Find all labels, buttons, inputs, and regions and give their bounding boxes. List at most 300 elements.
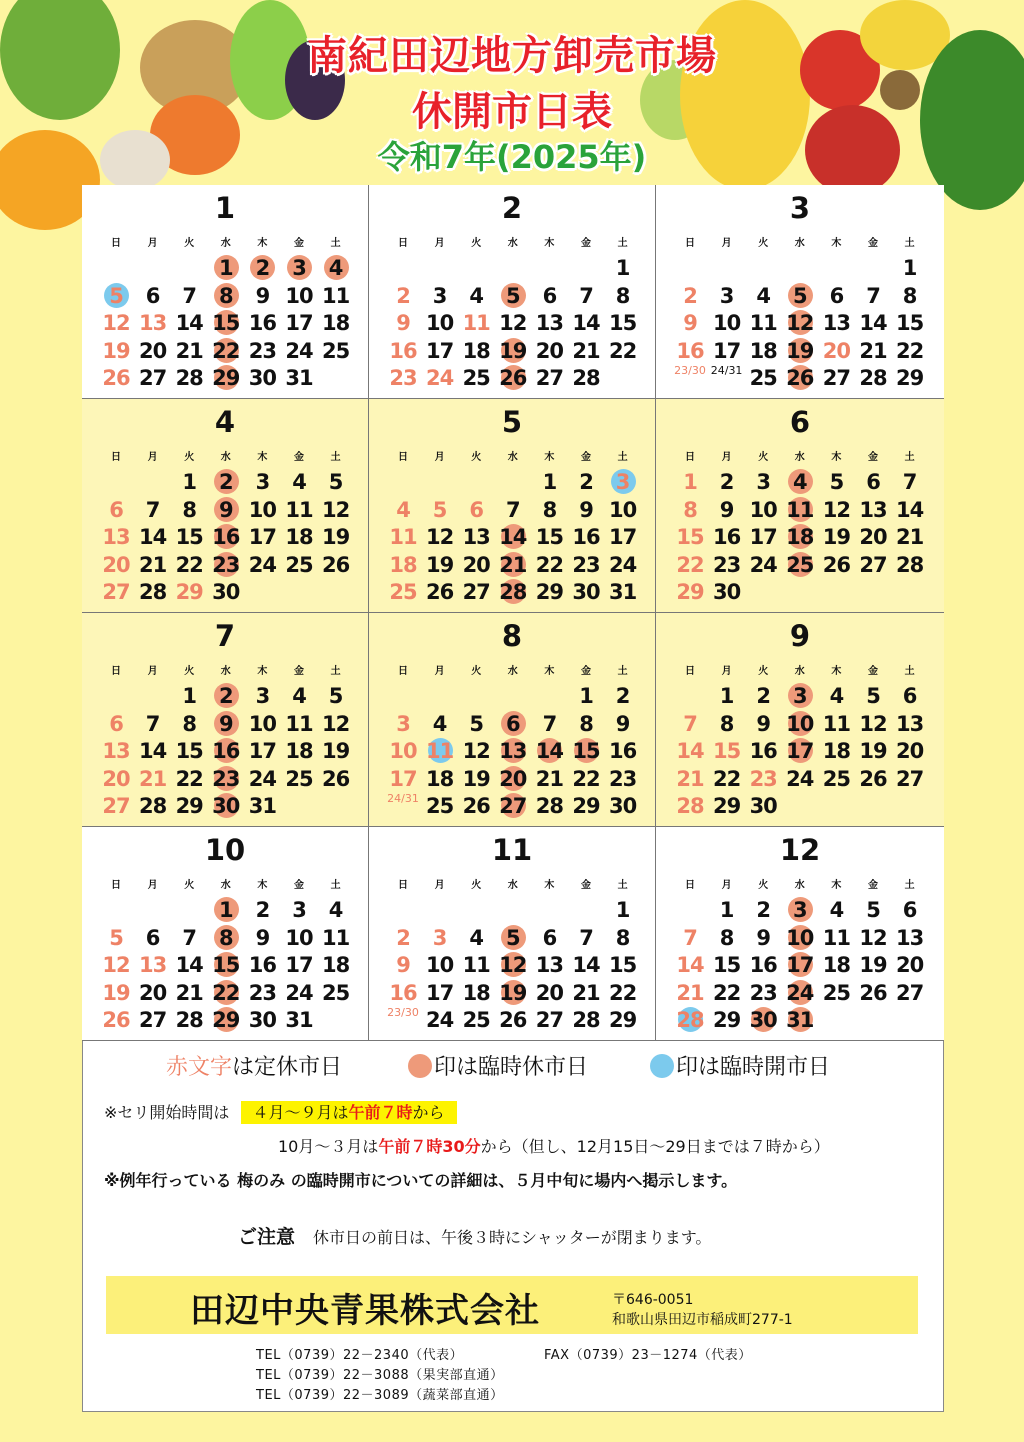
day-23 bbox=[208, 766, 244, 792]
day-number: 12 bbox=[499, 311, 527, 335]
day-number: 4 bbox=[292, 684, 306, 708]
day-number: 20 bbox=[895, 739, 924, 763]
day-25 bbox=[782, 552, 818, 578]
day-number: 17 bbox=[749, 525, 777, 549]
weekday-label: 月 bbox=[434, 666, 445, 677]
day-22 bbox=[568, 766, 604, 792]
legend-red bbox=[166, 1050, 342, 1081]
weekday-label: 金 bbox=[294, 880, 304, 891]
day-number: 13 bbox=[822, 311, 850, 335]
day-29 bbox=[531, 579, 567, 605]
day-number: 7 bbox=[542, 711, 557, 736]
day-23 bbox=[385, 365, 421, 391]
day-16 bbox=[709, 524, 745, 550]
day-27 bbox=[458, 579, 494, 605]
day-number: 16 bbox=[248, 953, 276, 977]
month-9 bbox=[656, 613, 944, 827]
day-17 bbox=[745, 524, 781, 550]
weekday-label: 水 bbox=[794, 666, 805, 677]
day-13 bbox=[531, 310, 567, 336]
day-number: 6 bbox=[145, 283, 160, 308]
day-5 bbox=[818, 469, 854, 495]
day-number: 2 bbox=[396, 925, 410, 950]
day-number: 2 bbox=[683, 283, 697, 308]
day-9 bbox=[745, 925, 781, 951]
day-24 bbox=[605, 552, 641, 578]
weekday-label: 土 bbox=[904, 880, 915, 891]
day-23 bbox=[745, 766, 781, 792]
day-number: 2 bbox=[218, 684, 233, 708]
day-21 bbox=[568, 980, 604, 1006]
day-5 bbox=[318, 683, 354, 709]
day-number: 25 bbox=[462, 1008, 490, 1032]
day-6 bbox=[98, 711, 134, 737]
legend-closed bbox=[408, 1050, 588, 1081]
day-number: 9 bbox=[615, 711, 630, 736]
day-number: 18 bbox=[462, 980, 490, 1005]
day-number: 20 bbox=[859, 525, 887, 549]
day-number: 6 bbox=[542, 925, 557, 950]
weekday-label: 火 bbox=[471, 452, 482, 463]
day-number: 3 bbox=[792, 684, 807, 708]
weekday-label: 金 bbox=[294, 238, 304, 249]
day-13 bbox=[892, 925, 928, 951]
day-number: 29 bbox=[712, 794, 741, 818]
weekday-label: 日 bbox=[398, 666, 408, 677]
day-18 bbox=[422, 766, 458, 792]
day-28 bbox=[568, 365, 604, 391]
day-8 bbox=[672, 497, 708, 523]
day-number: 28 bbox=[138, 794, 167, 818]
day-31 bbox=[281, 365, 317, 391]
day-number: 10 bbox=[285, 925, 313, 950]
day-number: 21 bbox=[535, 766, 563, 791]
day-6 bbox=[892, 897, 928, 923]
month-5 bbox=[369, 399, 656, 613]
day-14 bbox=[171, 310, 207, 336]
day-17 bbox=[244, 738, 280, 764]
day-number: 27 bbox=[462, 580, 490, 604]
day-1 bbox=[709, 897, 745, 923]
day-number: 25 bbox=[462, 366, 490, 390]
weekday-label: 土 bbox=[330, 880, 341, 891]
day-number: 27 bbox=[138, 1008, 167, 1032]
day-28 bbox=[171, 365, 207, 391]
day-number: 15 bbox=[608, 311, 637, 335]
day-number: 25 bbox=[822, 766, 850, 791]
day-4 bbox=[281, 469, 317, 495]
weekday-label: 木 bbox=[257, 452, 268, 463]
day-number: 8 bbox=[542, 497, 557, 522]
weekday-label: 金 bbox=[868, 238, 878, 249]
day-8 bbox=[709, 925, 745, 951]
weekday-label: 木 bbox=[544, 238, 555, 249]
weekday-label: 土 bbox=[330, 238, 341, 249]
day-number: 29 bbox=[712, 1008, 741, 1032]
day-9 bbox=[605, 711, 641, 737]
day-number: 8 bbox=[182, 711, 196, 736]
weekday-label: 金 bbox=[868, 666, 878, 677]
day-number: 1 bbox=[615, 256, 630, 280]
day-number: 23 bbox=[248, 980, 276, 1005]
day-10 bbox=[605, 497, 641, 523]
caution-label: ご注意 bbox=[238, 1226, 296, 1248]
day-15 bbox=[892, 310, 928, 336]
day-number: 27 bbox=[859, 552, 887, 577]
day-number: 25 bbox=[749, 366, 777, 390]
day-7 bbox=[495, 497, 531, 523]
day-6 bbox=[135, 283, 171, 309]
day-number: 2 bbox=[756, 684, 770, 708]
day-9 bbox=[208, 711, 244, 737]
day-6 bbox=[458, 497, 494, 523]
day-20 bbox=[98, 766, 134, 792]
day-number: 3 bbox=[292, 256, 306, 280]
day-15 bbox=[709, 952, 745, 978]
day-14 bbox=[855, 310, 891, 336]
day-number: 16 bbox=[248, 311, 276, 335]
day-number: 14 bbox=[535, 739, 563, 763]
day-21 bbox=[495, 552, 531, 578]
day-number: 28 bbox=[859, 366, 887, 390]
day-number: 19 bbox=[786, 338, 814, 363]
day-19 bbox=[98, 980, 134, 1006]
weekday-label: 水 bbox=[794, 238, 805, 249]
day-number: 5 bbox=[866, 898, 880, 922]
day-16 bbox=[568, 524, 604, 550]
day-number: 15 bbox=[712, 953, 741, 977]
day-19 bbox=[782, 338, 818, 364]
day-4 bbox=[318, 255, 354, 281]
day-20 bbox=[855, 524, 891, 550]
day-30 bbox=[208, 579, 244, 605]
day-number: 9 bbox=[756, 925, 770, 950]
month-12 bbox=[656, 827, 944, 1041]
day-27 bbox=[892, 980, 928, 1006]
day-number: 4 bbox=[829, 684, 844, 708]
day-21 bbox=[531, 766, 567, 792]
day-fraction: 24/31 bbox=[710, 364, 743, 377]
day-25 bbox=[745, 365, 781, 391]
day-16 bbox=[208, 524, 244, 550]
day-number: 18 bbox=[822, 953, 850, 977]
day-number: 20 bbox=[535, 980, 563, 1005]
day-number: 4 bbox=[432, 711, 447, 736]
day-1 bbox=[605, 897, 641, 923]
day-number: 20 bbox=[102, 766, 130, 791]
day-9 bbox=[244, 925, 280, 951]
day-13 bbox=[98, 738, 134, 764]
weekday-label: 木 bbox=[831, 880, 842, 891]
weekday-label: 日 bbox=[398, 452, 408, 463]
day-23 bbox=[568, 552, 604, 578]
day-2 bbox=[709, 469, 745, 495]
day-number: 17 bbox=[248, 525, 276, 549]
day-16 bbox=[208, 738, 244, 764]
day-26 bbox=[98, 1007, 134, 1033]
day-number: 29 bbox=[608, 1008, 637, 1032]
day-21 bbox=[855, 338, 891, 364]
weekday-label: 金 bbox=[868, 452, 878, 463]
day-number: 10 bbox=[786, 711, 814, 736]
day-14 bbox=[171, 952, 207, 978]
month-11 bbox=[369, 827, 656, 1041]
weekday-label: 木 bbox=[831, 452, 842, 463]
day-10 bbox=[244, 497, 280, 523]
day-number: 22 bbox=[608, 980, 637, 1005]
day-number: 19 bbox=[859, 953, 887, 977]
day-number: 21 bbox=[676, 980, 704, 1005]
day-29 bbox=[709, 793, 745, 819]
day-27 bbox=[531, 1007, 567, 1033]
day-29 bbox=[605, 1007, 641, 1033]
day-10 bbox=[709, 310, 745, 336]
day-number: 13 bbox=[535, 311, 563, 335]
day-1 bbox=[531, 469, 567, 495]
day-number: 29 bbox=[676, 580, 704, 604]
day-number: 5 bbox=[866, 684, 880, 708]
day-number: 11 bbox=[462, 953, 490, 977]
day-number: 5 bbox=[792, 283, 807, 308]
weekday-label: 水 bbox=[220, 238, 231, 249]
day-1 bbox=[568, 683, 604, 709]
day-19 bbox=[422, 552, 458, 578]
day-9 bbox=[385, 952, 421, 978]
day-number: 17 bbox=[285, 311, 313, 335]
day-number: 7 bbox=[579, 283, 593, 308]
day-15 bbox=[208, 952, 244, 978]
day-16 bbox=[672, 338, 708, 364]
calendar-grid bbox=[82, 185, 944, 1041]
day-7 bbox=[855, 283, 891, 309]
day-number: 2 bbox=[255, 898, 270, 922]
day-7 bbox=[672, 925, 708, 951]
weekday-label: 火 bbox=[758, 452, 769, 463]
day-18 bbox=[318, 310, 354, 336]
day-number: 18 bbox=[321, 311, 350, 335]
day-2 bbox=[605, 683, 641, 709]
day-14 bbox=[672, 738, 708, 764]
day-number: 5 bbox=[469, 711, 483, 736]
summer-period: ４月～９月は bbox=[252, 1103, 349, 1122]
month-1 bbox=[82, 185, 369, 399]
weekday-label: 月 bbox=[721, 238, 732, 249]
day-22 bbox=[208, 338, 244, 364]
seri-label: ※セリ開始時間は bbox=[104, 1103, 230, 1122]
day-number: 5 bbox=[505, 925, 520, 950]
day-18 bbox=[385, 552, 421, 578]
day-number: 15 bbox=[175, 739, 203, 763]
ume-note: ※例年行っている 梅のみ の臨時開市についての詳細は、５月中旬に場内へ掲示します。 bbox=[104, 1171, 738, 1190]
day-9 bbox=[672, 310, 708, 336]
day-20 bbox=[818, 338, 854, 364]
day-3 bbox=[244, 469, 280, 495]
day-number: 26 bbox=[786, 366, 814, 390]
day-21 bbox=[171, 338, 207, 364]
day-13 bbox=[855, 497, 891, 523]
day-number: 27 bbox=[138, 366, 167, 390]
day-29 bbox=[709, 1007, 745, 1033]
day-22 bbox=[709, 766, 745, 792]
day-number: 6 bbox=[866, 470, 880, 494]
day-number: 10 bbox=[389, 739, 417, 763]
month-4 bbox=[82, 399, 369, 613]
legend-red-text: は定休市日 bbox=[232, 1055, 343, 1080]
day-number: 28 bbox=[676, 794, 704, 818]
weekday-label: 水 bbox=[794, 452, 805, 463]
weekday-label: 火 bbox=[184, 238, 195, 249]
day-31 bbox=[281, 1007, 317, 1033]
day-number: 9 bbox=[683, 311, 697, 335]
day-7 bbox=[531, 711, 567, 737]
day-number: 24 bbox=[248, 766, 276, 791]
day-19 bbox=[98, 338, 134, 364]
winter-period: 10月～３月は bbox=[278, 1137, 379, 1156]
day-18 bbox=[745, 338, 781, 364]
day-12 bbox=[495, 952, 531, 978]
weekday-label: 火 bbox=[471, 238, 482, 249]
day-28 bbox=[672, 793, 708, 819]
day-20 bbox=[531, 980, 567, 1006]
day-8 bbox=[208, 925, 244, 951]
day-5 bbox=[495, 925, 531, 951]
day-18 bbox=[281, 524, 317, 550]
day-1 bbox=[208, 897, 244, 923]
day-number: 10 bbox=[248, 497, 276, 522]
day-number: 24 bbox=[608, 552, 637, 577]
day-number: 13 bbox=[859, 497, 887, 522]
day-12 bbox=[855, 711, 891, 737]
day-number: 3 bbox=[255, 470, 270, 494]
day-10 bbox=[244, 711, 280, 737]
day-number: 22 bbox=[175, 552, 203, 577]
day-20 bbox=[458, 552, 494, 578]
day-number: 22 bbox=[712, 980, 741, 1005]
day-2 bbox=[385, 283, 421, 309]
day-number: 13 bbox=[462, 525, 490, 549]
day-number: 26 bbox=[102, 366, 130, 390]
day-19 bbox=[318, 524, 354, 550]
summer-time: 午前７時 bbox=[348, 1103, 413, 1122]
day-25 bbox=[318, 338, 354, 364]
day-number: 30 bbox=[749, 794, 777, 818]
weekday-label: 月 bbox=[147, 452, 158, 463]
day-16 bbox=[244, 310, 280, 336]
weekday-label: 火 bbox=[184, 666, 195, 677]
day-number: 30 bbox=[749, 1008, 777, 1032]
weekday-label: 月 bbox=[147, 880, 158, 891]
day-5 bbox=[422, 497, 458, 523]
day-number: 20 bbox=[462, 552, 490, 577]
day-4 bbox=[422, 711, 458, 737]
day-20 bbox=[135, 980, 171, 1006]
day-number: 7 bbox=[182, 283, 196, 308]
month-number: 4 bbox=[214, 405, 236, 439]
day-number: 24 bbox=[248, 552, 276, 577]
day-number: 24 bbox=[786, 980, 814, 1005]
day-number: 26 bbox=[859, 766, 887, 791]
weekday-label: 木 bbox=[257, 880, 268, 891]
day-7 bbox=[171, 925, 207, 951]
day-2 bbox=[672, 283, 708, 309]
day-number: 3 bbox=[292, 898, 306, 922]
day-number: 14 bbox=[676, 953, 704, 977]
day-13 bbox=[135, 952, 171, 978]
day-number: 26 bbox=[822, 552, 850, 577]
day-number: 14 bbox=[676, 739, 704, 763]
day-19 bbox=[495, 980, 531, 1006]
day-number: 13 bbox=[102, 525, 130, 549]
day-4 bbox=[458, 925, 494, 951]
day-23 bbox=[244, 338, 280, 364]
day-number: 29 bbox=[212, 1008, 240, 1032]
day-number: 3 bbox=[255, 684, 270, 708]
day-1 bbox=[208, 255, 244, 281]
day-15 bbox=[531, 524, 567, 550]
day-number: 16 bbox=[572, 525, 600, 549]
day-number: 28 bbox=[676, 1008, 704, 1032]
day-number: 9 bbox=[719, 497, 734, 522]
day-number: 14 bbox=[138, 525, 167, 549]
day-10 bbox=[281, 925, 317, 951]
day-number: 12 bbox=[499, 953, 527, 977]
day-number: 5 bbox=[829, 470, 844, 494]
day-number: 11 bbox=[822, 711, 850, 736]
day-number: 5 bbox=[328, 470, 343, 494]
weekday-label: 火 bbox=[184, 452, 195, 463]
day-number: 19 bbox=[102, 338, 130, 363]
postal-code: 〒646-0051 bbox=[612, 1292, 694, 1308]
weekday-label: 木 bbox=[257, 666, 268, 677]
day-number: 14 bbox=[572, 311, 600, 335]
month-7 bbox=[82, 613, 369, 827]
day-number: 19 bbox=[102, 980, 130, 1005]
day-23 bbox=[208, 552, 244, 578]
day-5 bbox=[458, 711, 494, 737]
day-number: 24 bbox=[285, 980, 313, 1005]
day-number: 28 bbox=[572, 1008, 600, 1032]
day-number: 23 bbox=[212, 552, 240, 577]
day-18 bbox=[818, 952, 854, 978]
day-6 bbox=[892, 683, 928, 709]
day-22 bbox=[208, 980, 244, 1006]
weekday-label: 日 bbox=[111, 452, 121, 463]
day-number: 9 bbox=[756, 711, 770, 736]
day-number: 12 bbox=[321, 711, 350, 736]
day-number: 17 bbox=[425, 980, 454, 1005]
day-19 bbox=[318, 738, 354, 764]
day-number: 4 bbox=[469, 283, 483, 308]
month-3 bbox=[656, 185, 944, 399]
day-number: 30 bbox=[248, 1008, 276, 1032]
day-number: 22 bbox=[608, 338, 637, 363]
day-9 bbox=[385, 310, 421, 336]
day-12 bbox=[818, 497, 854, 523]
day-number: 28 bbox=[535, 794, 563, 818]
day-29 bbox=[892, 365, 928, 391]
day-27 bbox=[98, 579, 134, 605]
month-number: 3 bbox=[789, 191, 811, 225]
day-3 bbox=[782, 683, 818, 709]
day-number: 12 bbox=[425, 525, 454, 549]
day-13 bbox=[495, 738, 531, 764]
day-11 bbox=[422, 738, 458, 764]
day-number: 1 bbox=[218, 898, 233, 922]
day-number: 31 bbox=[248, 794, 276, 818]
weekday-label: 金 bbox=[581, 452, 591, 463]
weekday-label: 火 bbox=[184, 880, 195, 891]
day-number: 10 bbox=[425, 953, 454, 977]
